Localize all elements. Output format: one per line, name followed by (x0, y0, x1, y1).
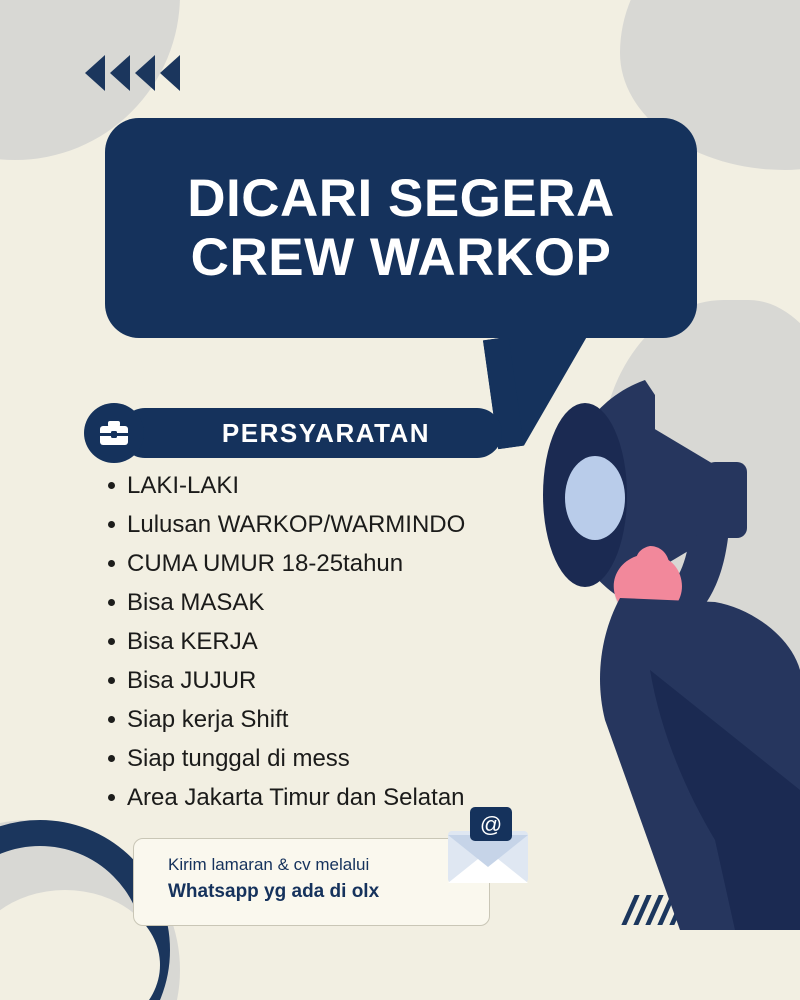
list-item (108, 550, 628, 589)
requirements-list (108, 472, 628, 823)
list-item (108, 706, 628, 745)
requirements-header-pill (120, 408, 502, 458)
list-item-label: Bisa JUJUR (127, 667, 257, 694)
contact-box (133, 838, 490, 926)
list-item-label: Siap tunggal di mess (127, 745, 350, 772)
triangle-arrow-icon (135, 55, 155, 91)
list-item-label: LAKI-LAKI (127, 472, 240, 499)
triangle-arrow-icon (110, 55, 130, 91)
bullet-icon (108, 638, 115, 645)
list-item (108, 589, 628, 628)
bullet-icon (108, 716, 115, 723)
left-arrows-decoration (85, 55, 180, 91)
svg-text:@: @ (479, 812, 503, 837)
requirements-title: PERSYARATAN (221, 417, 431, 448)
bullet-icon (108, 560, 115, 567)
briefcase-badge (84, 403, 144, 463)
bullet-icon (108, 599, 115, 606)
list-item-label: Siap kerja Shift (127, 706, 289, 733)
bullet-icon (108, 482, 115, 489)
bullet-icon (108, 521, 115, 528)
triangle-arrow-icon (160, 55, 180, 91)
bullet-icon (108, 677, 115, 684)
list-item (108, 745, 628, 784)
list-item (108, 511, 628, 550)
list-item-label: Bisa MASAK (127, 589, 265, 616)
list-item (108, 472, 628, 511)
list-item (108, 667, 628, 706)
bullet-icon (108, 794, 115, 801)
list-item-label: Bisa KERJA (127, 628, 258, 655)
page-title-line1: DICARI SEGERA (187, 168, 615, 228)
triangle-arrow-icon (85, 55, 105, 91)
page-title-line2: CREW WARKOP (190, 228, 612, 287)
bullet-icon (108, 755, 115, 762)
list-item (108, 784, 628, 823)
contact-instruction: Kirim lamaran & cv melalui (168, 855, 370, 874)
contact-channel: Whatsapp yg ada di olx (168, 881, 380, 902)
headline-bubble (105, 118, 697, 338)
briefcase-icon (97, 418, 131, 448)
list-item-label: Area Jakarta Timur dan Selatan (127, 784, 465, 811)
list-item-label: CUMA UMUR 18-25tahun (127, 550, 404, 577)
list-item-label: Lulusan WARKOP/WARMINDO (127, 511, 466, 538)
envelope-icon (440, 805, 540, 895)
list-item (108, 628, 628, 667)
